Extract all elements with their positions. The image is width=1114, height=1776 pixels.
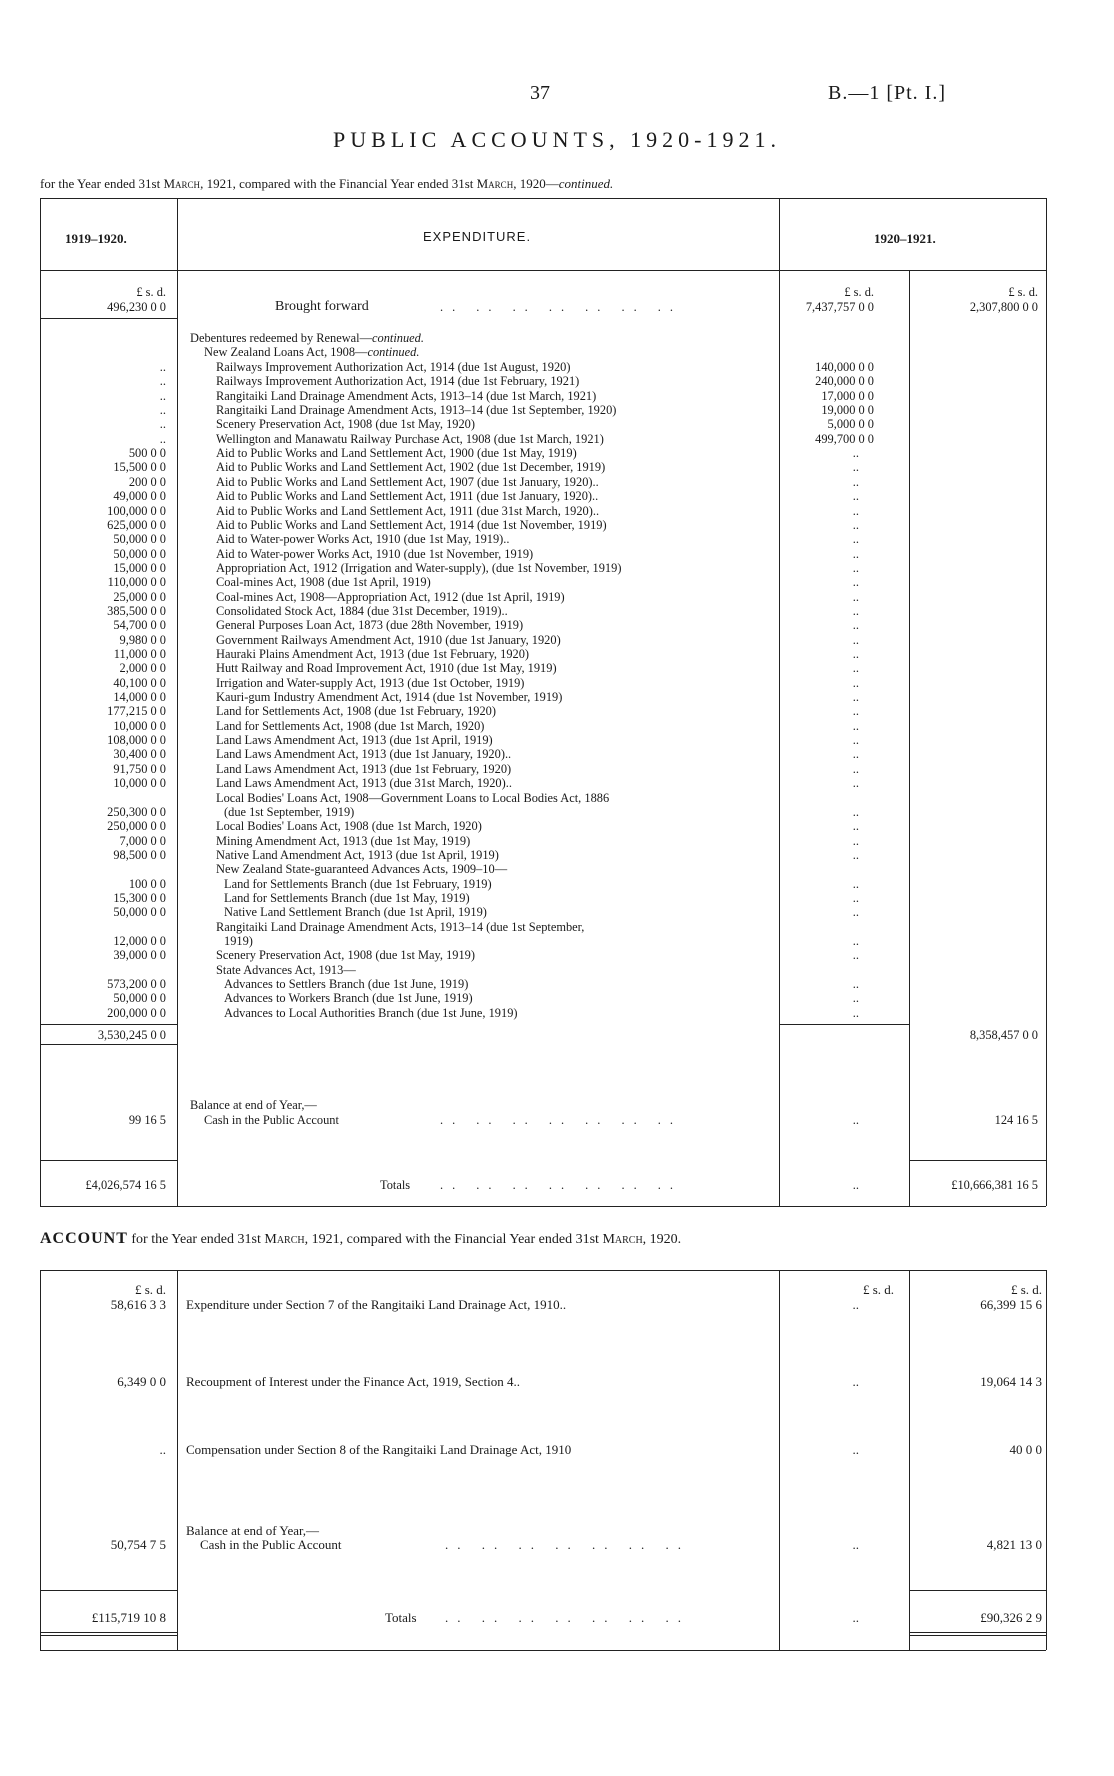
detail-amount: .. (852, 733, 859, 748)
amount-1919-1920: 177,215 0 0 (107, 704, 166, 719)
detail-amount: .. (852, 1442, 859, 1457)
row-description: Rangitaiki Land Drainage Amendment Acts, 1913–14 (due 1st September, (216, 919, 585, 934)
detail-amount: .. (852, 460, 859, 475)
row-description: Aid to Public Works and Land Settlement Act, 1914 (due 1st November, 1919) (216, 517, 607, 532)
leader-dots: .. .. .. .. .. .. .. (440, 1178, 682, 1192)
detail-amount: .. (852, 675, 859, 690)
detail-amount: 19,000 0 0 (821, 403, 874, 418)
total-amount: 2,307,800 0 0 (969, 300, 1038, 314)
detail-amount: .. (852, 517, 859, 532)
amount-1919-1920: 7,000 0 0 (119, 833, 166, 848)
detail-amount: .. (852, 905, 859, 920)
balance-row (0, 1113, 1114, 1127)
table-row (0, 891, 1114, 905)
detail-amount: .. (852, 489, 859, 504)
detail-amount: .. (852, 618, 859, 633)
row-description: Recoupment of Interest under the Finance Act, 1919, Section 4.. (186, 1374, 520, 1389)
detail-amount: .. (852, 776, 859, 791)
detail-amount: .. (852, 761, 859, 776)
currency-units: £ s. d. (1008, 285, 1038, 299)
detail-amount: .. (852, 948, 859, 963)
detail-amount: 499,700 0 0 (815, 431, 874, 446)
amount-1919-1920: 99 16 5 (128, 1113, 166, 1127)
amount-1919-1920: 15,500 0 0 (113, 460, 166, 475)
row-description: Aid to Water-power Works Act, 1910 (due 1st November, 1919) (216, 546, 534, 561)
amount-1919-1920: 54,700 0 0 (113, 618, 166, 633)
amount-1919-1920: .. (159, 1442, 166, 1457)
amount-1919-1920: 200,000 0 0 (107, 1005, 166, 1020)
row-description: Land for Settlements Branch (due 1st February, 1919) (224, 876, 492, 891)
detail-amount: 5,000 0 0 (827, 417, 874, 432)
row-description: Rangitaiki Land Drainage Amendment Acts, 1913–14 (due 1st March, 1921) (216, 388, 597, 403)
table-row (0, 633, 1114, 647)
document-reference: B.—1 [Pt. I.] (828, 82, 946, 104)
table-row (0, 1006, 1114, 1020)
amount-1919-1920: 15,000 0 0 (113, 560, 166, 575)
amount-1919-1920: 625,000 0 0 (107, 517, 166, 532)
detail-amount: 7,437,757 0 0 (805, 300, 874, 314)
detail-amount: .. (852, 560, 859, 575)
detail-amount: .. (852, 1005, 859, 1020)
amount-1919-1920: .. (159, 374, 166, 389)
amount-1919-1920: 500 0 0 (128, 446, 166, 461)
underline (40, 1044, 177, 1045)
row-description: Appropriation Act, 1912 (Irrigation and Water-supply), (due 1st November, 1919) (216, 560, 622, 575)
table-col-rule (909, 1270, 910, 1650)
detail-amount: 240,000 0 0 (815, 374, 874, 389)
table-row (0, 389, 1114, 403)
row-description: Rangitaiki Land Drainage Amendment Acts, 1913–14 (due 1st September, 1920) (216, 403, 617, 418)
table-row (0, 934, 1114, 948)
table-row (0, 504, 1114, 518)
detail-amount: .. (852, 833, 859, 848)
table-row (0, 791, 1114, 805)
amount-1919-1920: 50,000 0 0 (113, 532, 166, 547)
total-amount: £10,666,381 16 5 (951, 1178, 1038, 1192)
table-row (0, 991, 1114, 1005)
table-row (0, 489, 1114, 503)
double-underline (909, 1632, 1046, 1633)
balance-row (0, 1538, 1114, 1552)
subsection-heading: New Zealand Loans Act, 1908—continued. (204, 345, 420, 359)
row-description: Aid to Public Works and Land Settlement Act, 1900 (due 1st May, 1919) (216, 446, 577, 461)
table-row (0, 676, 1114, 690)
row-description: New Zealand State-guaranteed Advances Acts, 1909–10— (216, 862, 508, 877)
amount-1919-1920: 100,000 0 0 (107, 503, 166, 518)
table-row (0, 805, 1114, 819)
underline (779, 1024, 909, 1025)
amount-1919-1920: £115,719 10 8 (91, 1610, 166, 1625)
currency-units: £ s. d. (136, 285, 166, 299)
currency-header-row (0, 285, 1114, 299)
table-header-rule (40, 270, 1046, 271)
table-row (0, 747, 1114, 761)
currency-units: £ s. d. (134, 1282, 166, 1297)
table-col-rule (177, 1270, 178, 1650)
table-row (0, 518, 1114, 532)
row-description: Land for Settlements Act, 1908 (due 1st February, 1920) (216, 704, 496, 719)
amount-1919-1920: 98,500 0 0 (113, 847, 166, 862)
row-description: Railways Improvement Authorization Act, 1914 (due 1st February, 1921) (216, 374, 580, 389)
table-row (0, 948, 1114, 962)
column-header-1919-1920: 1919–1920. (65, 231, 127, 246)
row-description: Mining Amendment Act, 1913 (due 1st May, 1919) (216, 833, 471, 848)
amount-1919-1920: 39,000 0 0 (113, 948, 166, 963)
amount-1919-1920: .. (159, 403, 166, 418)
underline (40, 1160, 177, 1161)
table-row (0, 1298, 1114, 1312)
detail-amount: .. (852, 1297, 859, 1312)
row-description: General Purposes Loan Act, 1873 (due 28th November, 1919) (216, 618, 524, 633)
currency-units: £ s. d. (844, 285, 874, 299)
detail-amount: .. (852, 718, 859, 733)
table-row (0, 719, 1114, 733)
detail-amount: .. (852, 546, 859, 561)
totals-label: Totals (380, 1178, 411, 1192)
row-description: Cash in the Public Account (200, 1537, 342, 1552)
table-row (0, 690, 1114, 704)
detail-amount: .. (852, 991, 859, 1006)
amount-1919-1920: 50,754 7 5 (110, 1537, 166, 1552)
table-row (0, 704, 1114, 718)
detail-amount: .. (852, 704, 859, 719)
table-row (0, 862, 1114, 876)
amount-1919-1920: 250,300 0 0 (107, 804, 166, 819)
amount-1919-1920: 573,200 0 0 (107, 977, 166, 992)
row-description: Aid to Public Works and Land Settlement Act, 1911 (due 1st January, 1920).. (216, 489, 599, 504)
detail-amount: .. (852, 747, 859, 762)
underline (40, 318, 177, 319)
table-row (0, 920, 1114, 934)
detail-amount: .. (852, 446, 859, 461)
page-number: 37 (530, 82, 550, 104)
detail-amount: .. (852, 876, 859, 891)
detail-amount: .. (852, 632, 859, 647)
section-heading: Debentures redeemed by Renewal—continued. (190, 331, 424, 345)
row-description: 1919) (224, 934, 253, 948)
row-description: Local Bodies' Loans Act, 1908—Government Loans to Local Bodies Act, 1886 (216, 790, 610, 805)
detail-amount: .. (852, 532, 859, 547)
table-row (0, 575, 1114, 589)
amount-1919-1920: 25,000 0 0 (113, 589, 166, 604)
table-row (0, 460, 1114, 474)
row-description: Coal-mines Act, 1908 (due 1st April, 1919) (216, 575, 431, 590)
totals-row (0, 1611, 1114, 1625)
detail-amount: 140,000 0 0 (815, 360, 874, 374)
row-description: (due 1st September, 1919) (224, 804, 355, 819)
amount-1919-1920: 2,000 0 0 (119, 661, 166, 676)
amount-1919-1920: 10,000 0 0 (113, 718, 166, 733)
detail-amount: .. (852, 890, 859, 905)
table-row (0, 661, 1114, 675)
row-description: Land for Settlements Branch (due 1st May, 1919) (224, 890, 470, 905)
row-description: Expenditure under Section 7 of the Rangitaiki Land Drainage Act, 1910.. (186, 1297, 567, 1312)
table-top-rule (40, 1270, 1046, 1271)
detail-amount: .. (852, 575, 859, 590)
table-row (0, 819, 1114, 833)
table-row (0, 432, 1114, 446)
detail-amount: .. (852, 934, 859, 948)
row-description: Kauri-gum Industry Amendment Act, 1914 (due 1st November, 1919) (216, 690, 563, 705)
total-amount: 4,821 13 0 (986, 1537, 1042, 1552)
total-amount: 66,399 15 6 (980, 1297, 1042, 1312)
row-description: Coal-mines Act, 1908—Appropriation Act, 1912 (due 1st April, 1919) (216, 589, 565, 604)
table-row (0, 403, 1114, 417)
table-row (0, 374, 1114, 388)
total-amount: 40 0 0 (1009, 1442, 1042, 1457)
amount-1919-1920: 15,300 0 0 (113, 890, 166, 905)
row-description: Advances to Settlers Branch (due 1st June, 1919) (224, 977, 469, 992)
amount-1919-1920: .. (159, 431, 166, 446)
double-underline (909, 1635, 1046, 1636)
currency-header-row (0, 1283, 1114, 1297)
leader-dots: .. .. .. .. .. .. .. (445, 1610, 690, 1625)
amount-1919-1920: 30,400 0 0 (113, 747, 166, 762)
row-description: Irrigation and Water-supply Act, 1913 (due 1st October, 1919) (216, 675, 525, 690)
amount-1919-1920: 50,000 0 0 (113, 905, 166, 920)
page-title: PUBLIC ACCOUNTS, 1920-1921. (333, 127, 781, 152)
amount-1919-1920: 11,000 0 0 (113, 647, 166, 661)
detail-amount: .. (852, 847, 859, 862)
table-top-rule (40, 198, 1046, 199)
table-row (0, 1375, 1114, 1389)
row-description: Land Laws Amendment Act, 1913 (due 1st April, 1919) (216, 733, 493, 748)
table-row (0, 475, 1114, 489)
amount-1919-1920: 58,616 3 3 (110, 1297, 166, 1312)
currency-units: £ s. d. (1010, 1282, 1042, 1297)
table-row (0, 360, 1114, 374)
table-left-rule (40, 1270, 41, 1650)
table-row (0, 733, 1114, 747)
column-header-expenditure: EXPENDITURE. (423, 229, 532, 244)
row-description: Cash in the Public Account (204, 1113, 339, 1127)
table-row (0, 647, 1114, 661)
double-underline (40, 1635, 177, 1636)
detail-amount: .. (852, 1610, 859, 1625)
column-header-1920-1921: 1920–1921. (874, 231, 936, 246)
amount-1919-1920: 40,100 0 0 (113, 675, 166, 690)
row-description: Scenery Preservation Act, 1908 (due 1st May, 1919) (216, 948, 475, 963)
row-description: Railways Improvement Authorization Act, 1914 (due 1st August, 1920) (216, 360, 571, 374)
detail-amount: .. (852, 474, 859, 489)
detail-amount: 17,000 0 0 (821, 388, 874, 403)
balance-heading: Balance at end of Year,— (186, 1523, 320, 1538)
amount-1919-1920: 50,000 0 0 (113, 991, 166, 1006)
table-row (0, 604, 1114, 618)
row-description: Advances to Local Authorities Branch (due 1st June, 1919) (224, 1005, 518, 1020)
row-description: Hauraki Plains Amendment Act, 1913 (due 1st February, 1920) (216, 647, 530, 661)
amount-1919-1920: .. (159, 388, 166, 403)
row-description: Wellington and Manawatu Railway Purchase Act, 1908 (due 1st March, 1921) (216, 431, 604, 446)
underline (909, 1160, 1046, 1161)
total-amount: 19,064 14 3 (980, 1374, 1042, 1389)
amount-1919-1920: 200 0 0 (128, 474, 166, 489)
amount-1919-1920: £4,026,574 16 5 (85, 1178, 166, 1192)
row-description: Consolidated Stock Act, 1884 (due 31st December, 1919).. (216, 603, 508, 618)
amount-1919-1920: 10,000 0 0 (113, 776, 166, 791)
amount-1919-1920: 250,000 0 0 (107, 819, 166, 834)
row-description: Native Land Settlement Branch (due 1st April, 1919) (224, 905, 487, 920)
total-amount: 124 16 5 (994, 1113, 1038, 1127)
table-row (0, 547, 1114, 561)
amount-1919-1920: 12,000 0 0 (113, 934, 166, 948)
row-description: Native Land Amendment Act, 1913 (due 1st April, 1919) (216, 847, 499, 862)
detail-amount: .. (852, 1537, 859, 1552)
row-description: Aid to Water-power Works Act, 1910 (due 1st May, 1919).. (216, 532, 510, 547)
amount-1919-1920: 100 0 0 (128, 876, 166, 891)
amount-1919-1920: 14,000 0 0 (113, 690, 166, 705)
total-amount: 8,358,457 0 0 (969, 1028, 1038, 1042)
detail-amount: .. (852, 503, 859, 518)
totals-label: Totals (385, 1610, 417, 1625)
table-row (0, 532, 1114, 546)
row-description: Aid to Public Works and Land Settlement Act, 1907 (due 1st January, 1920).. (216, 474, 599, 489)
leader-dots: .. .. .. .. .. .. .. (445, 1537, 690, 1552)
underline (40, 1024, 177, 1025)
detail-amount: .. (852, 804, 859, 819)
detail-amount: .. (852, 977, 859, 992)
table-row (0, 977, 1114, 991)
table-col-rule (779, 1270, 780, 1650)
row-description: Land Laws Amendment Act, 1913 (due 31st March, 1920).. (216, 776, 512, 791)
amount-1919-1920: .. (159, 360, 166, 374)
table-row (0, 762, 1114, 776)
row-description: Aid to Public Works and Land Settlement Act, 1902 (due 1st December, 1919) (216, 460, 606, 475)
detail-amount: .. (852, 1178, 859, 1192)
table-row (0, 1443, 1114, 1457)
page-subtitle: for the Year ended 31st March, 1921, compared with the Financial Year ended 31st March, 1920—continued. (40, 176, 614, 191)
amount-1919-1920: 385,500 0 0 (107, 603, 166, 618)
double-underline (40, 1632, 177, 1633)
row-description: Land for Settlements Act, 1908 (due 1st March, 1920) (216, 718, 485, 733)
table-row (0, 446, 1114, 460)
detail-amount: .. (852, 589, 859, 604)
table-row (0, 877, 1114, 891)
row-description: Land Laws Amendment Act, 1913 (due 1st February, 1920) (216, 761, 512, 776)
amount-1919-1920: .. (159, 417, 166, 432)
row-description: Compensation under Section 8 of the Rangitaiki Land Drainage Act, 1910 (186, 1442, 572, 1457)
amount-1919-1920: 91,750 0 0 (113, 761, 166, 776)
leader-dots: .. .. .. .. .. .. .. (440, 300, 682, 314)
table-row (0, 905, 1114, 919)
row-description: Local Bodies' Loans Act, 1908 (due 1st March, 1920) (216, 819, 482, 834)
amount-1919-1920: 110,000 0 0 (107, 575, 166, 590)
amount-1919-1920: 49,000 0 0 (113, 489, 166, 504)
currency-units: £ s. d. (862, 1282, 894, 1297)
table-row (0, 618, 1114, 632)
amount-1919-1920: 9,980 0 0 (119, 632, 166, 647)
account-heading: ACCOUNT for the Year ended 31st March, 1921, compared with the Financial Year ended 31st March, 1920. (40, 1230, 682, 1247)
amount-1919-1920: 496,230 0 0 (107, 300, 166, 314)
row-description: Land Laws Amendment Act, 1913 (due 1st January, 1920).. (216, 747, 512, 762)
table-bottom-rule (40, 1206, 1046, 1207)
table-row (0, 963, 1114, 977)
balance-heading: Balance at end of Year,— (190, 1098, 317, 1112)
table-row (0, 776, 1114, 790)
table-bottom-rule (40, 1650, 1046, 1651)
brought-forward-row (0, 300, 1114, 314)
subtotal-row (0, 1028, 1114, 1042)
total-amount: £90,326 2 9 (980, 1610, 1042, 1625)
detail-amount: .. (852, 603, 859, 618)
table-row (0, 848, 1114, 862)
row-description: Scenery Preservation Act, 1908 (due 1st May, 1920) (216, 417, 475, 432)
table-row (0, 590, 1114, 604)
amount-1919-1920: 3,530,245 0 0 (97, 1028, 166, 1042)
table-row (0, 834, 1114, 848)
detail-amount: .. (852, 661, 859, 676)
amount-1919-1920: 6,349 0 0 (117, 1374, 166, 1389)
table-right-rule (1046, 1270, 1047, 1650)
amount-1919-1920: 108,000 0 0 (107, 733, 166, 748)
row-description: Government Railways Amendment Act, 1910 (due 1st January, 1920) (216, 632, 561, 647)
detail-amount: .. (852, 647, 859, 661)
table-row (0, 561, 1114, 575)
leader-dots: .. .. .. .. .. .. .. (440, 1113, 682, 1127)
row-description: Brought forward (275, 299, 369, 314)
amount-1919-1920: 50,000 0 0 (113, 546, 166, 561)
row-description: Advances to Workers Branch (due 1st June, 1919) (224, 991, 473, 1006)
underline (909, 1590, 1046, 1591)
detail-amount: .. (852, 690, 859, 705)
detail-amount: .. (852, 1374, 859, 1389)
row-description: Aid to Public Works and Land Settlement Act, 1911 (due 31st March, 1920).. (216, 503, 600, 518)
detail-amount: .. (852, 819, 859, 834)
underline (40, 1590, 177, 1591)
detail-amount: .. (852, 1113, 859, 1127)
row-description: Hutt Railway and Road Improvement Act, 1910 (due 1st May, 1919) (216, 661, 557, 676)
row-description: State Advances Act, 1913— (216, 962, 356, 977)
table-row (0, 417, 1114, 431)
totals-row (0, 1178, 1114, 1192)
